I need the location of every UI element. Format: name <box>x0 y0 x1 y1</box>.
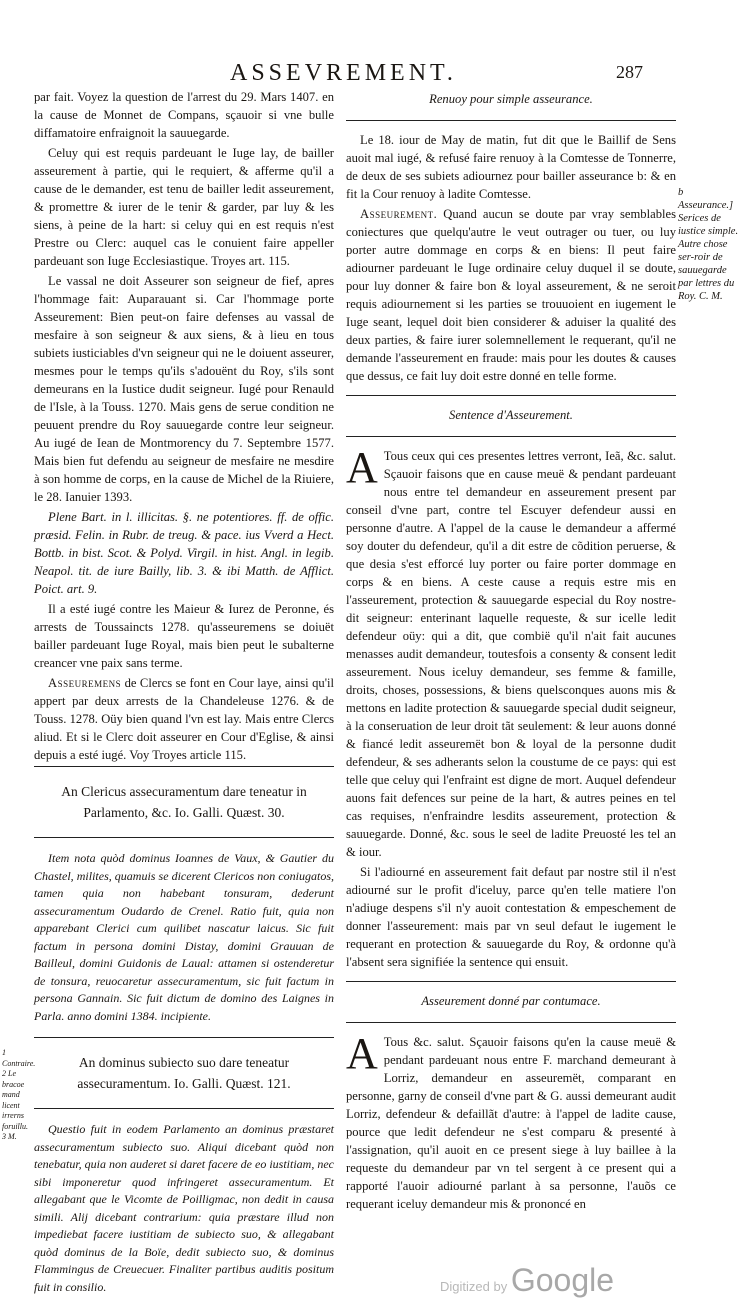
question-title-1: An Clericus assecuramentum dare teneatur in Parlamento, &c. Io. Galli. Quæst. 30. <box>61 784 307 820</box>
section-divider <box>34 766 334 767</box>
drop-cap: A <box>346 443 378 492</box>
section-divider <box>346 981 676 982</box>
right-paragraph-2 <box>346 205 676 385</box>
paragraph-body: Quand aucun se doute par vray semblables coniectures que quelqu'autre le veut outrager ou tuer, ou luy porter autre dommage en corps & en biens: Il peut faire adiourner pardeuant le Iuge ordinaire celuy duquel il se doute, pour luy donner & faire bon & loyal asseurement, & ne seroit requis adiournement si les parties se trouuoient en iugement le Iuge seant, lequel doit bien considerer & aduiser la qualité des deux parties, & faire iurer solemnellement le requerant, qu'il ne demande l'asseurement en fraude: mais pour les doutes & causes que dessus, ce fait luy doit estre donné en telle forme. <box>346 207 676 383</box>
right-paragraph-5 <box>346 1029 676 1213</box>
question-title-2: An dominus subiecto suo dare teneatur assecuramentum. Io. Galli. Quæst. 121. <box>77 1055 291 1091</box>
right-paragraph-4: Si l'adiourné en asseurement fait defaut par nostre stil il n'est adiourné sur le profit d'iceluy, parce qu'en telle matiere l'on n'adiuge despens s'il n'y auoit contestation & empeschement de donner l'asseurement: mais par vn seul defaut le iugement le requerant en protection & sauuegarde du Roy, & ordonne qu'à l'absent sera signifiée la sentence qui ensuit. <box>346 865 676 969</box>
watermark-prefix: Digitized by <box>440 1279 508 1294</box>
question-text-2: Questio fuit in eodem Parlamento an dominus præstaret assecuramentum subiecto suo. Aliqui dicebant quòd non tenebatur, quia non auderet si daret facere de eo iustitiam, nec sibi imponeretur quod infringeret assecuramentum. Et allegabant que le Vicomte de Poilligmac, non dedit in causa simili. Alij dicebant contrarium: quia præstare illud non impediebat facere iustitiam de subiecto suo, & allegabant quòd dominus de la Boïe, dedit subiecto suo, & dominus Flammingus de Creuecuer. Finaliter partibus auditis positum fuit in consilio. <box>34 1122 334 1294</box>
left-paragraph-6 <box>34 674 334 764</box>
left-column <box>34 88 334 1298</box>
margin-note-left: 1 Contraire. 2 Le bracoe mand licent irrerns foruillu. 3 M. <box>2 1048 36 1141</box>
running-head <box>0 60 750 90</box>
paragraph-body: Tous ceux qui ces presentes lettres verront, Ieã, &c. salut. Sçauoir faisons que en cause meuë & pendant pardeuant nous entre tel demandeur en asseurement present par conseil d'vne part, contre tel Escuyer defendeur aussi en personne d'autre. A l'appel de la cause le demandeur a affermé soy douter du defendeur, qu'il a dit estre de cõdition peruerse, & que desia s'est efforcé luy porter ou faire porter dommage en corps & en biens. A ceste cause a requis estre mis en l'asseurement, protection & sauuegarde especial du Roy nostre-dit seigneur: enterinant laquelle requeste, & sur icelle ledit defendeur oüy: qui a dit, que combië qu'il n'ait fait aucunes menasses audit demandeur, toutesfois a consenty & consent ledit asseurement. Nous iceluy demandeur, ses femme & famille, droits, choses, possessions, & biens quelsconques auons mis & mettons en ladite protection & sauuegarde special dudit seigneur, à la conseruation de leur droit tãt seulement: & leur auons donné & fiancé ledit asseuremët bon & loyal de la personne dudit defendeur, & ses adherants selon la coustume de ce pays: qui est telle que celuy qui l'enfraint est digne de mort. Auquel defendeur auons fait defences sur peine de la hart, & autres peines en tel cas requises, n'enfraindre lesdits asseurement, protection & sauuegarde. Donné, &c. sous le seel de ladite Preuosté les tel an & iour. <box>346 449 676 859</box>
question-text-1: Item nota quòd dominus Ioannes de Vaux, & Gautier du Chastel, milites, quamuis se dicerent Clericos non coniugatos, tamen quia non habebant tonsuram, dederunt assecuramentum Oudardo de Crenel. Ratio fuit, quia non apparebant Clerici cum quilibet nascatur laicus. Sic fuit factum in persona domini Distay, domini Grauuan de Bailleul, domini Guidonis de Laual: attamen si ostenderetur de tonsura, reuocaretur assecuramentum, sic fuit factum in persona Gannain. Sic fuit dictum de domino des Laignes in Parla. anno domini 1384. incipiente. <box>34 851 334 1023</box>
left-paragraph-3: Le vassal ne doit Asseurer son seigneur de fief, apres l'hommage fait: Auparauant si. Car l'hommage porte Asseurement: Bien peut-on faire defenses au vassal de mesfaire à son seigneur & aux siens, & à lieu en tous subiets iusticiables d'vn seigneur qui ne le doiuent asseurer, mesmes pour le temps qu'ils s'adouënt du Roy, s'ils sont demeurans en la Iustice dudit seigneur. Iugé pour Renauld de l'Isle, à la Touss. 1270. Mais gens de serue condition ne peuuent prendre du Roy sauuegarde contre leur seigneur. Au iugé de Iean de Montmorency du 7. Septembre 1577. Mais bien fut defendu au seigneur de mesfaire ne mesdire à son homme de corps, en la cause de Michel de la Riuiere, le 28. Ianuier 1393. <box>34 274 334 504</box>
digitized-watermark <box>440 1262 614 1299</box>
right-column <box>346 88 676 1215</box>
section-divider <box>346 1022 676 1023</box>
running-title: ASSEVREMENT. <box>230 60 457 86</box>
margin-note-right: b Asseurance.] Serices de iustice simple. Autre chose ser-roir de sauuegarde par lettres du Roy. C. M. <box>678 187 739 302</box>
left-citation-paragraph: Plene Bart. in l. illicitas. §. ne potentiores. ff. de offic. præsid. Felin. in Rubr. de treug. & pace. ius Vverd a Hect. Bottb. in bist. Scot. & Polyd. Virgil. in hist. Angl. in legib. Neapol. tit. de iure Bailly, lib. 3. & ibi Matth. de Afflict. Poict. art. 9. <box>34 510 334 596</box>
paragraph-lead-word: Asseurement. <box>360 207 438 221</box>
section-divider <box>346 395 676 396</box>
drop-cap: A <box>346 1029 378 1078</box>
section-divider <box>34 837 334 838</box>
left-paragraph-2: Celuy qui est requis pardeuant le Iuge lay, de bailler asseurement à partie, qui le requiert, & afferme qu'il a cause de le demander, est tenu de bailler ledit asseurement, & promettre & iurer de le tenir & garder, par luy & les siens, à peine de la hart: si celuy qui en est requis n'est Prestre ou Clerc: auquel cas le conuient faire appeller pardeuant son Iuge Ecclesiastique. Troyes art. 115. <box>34 146 334 268</box>
section-divider <box>346 120 676 121</box>
right-paragraph-1: Le 18. iour de May de matin, fut dit que le Baillif de Sens auoit mal iugé, & refusé faire renuoy à la Comtesse de Tonnerre, de deux de ses subiets adiournez pour bailler asseurance b: & en fit la Cour renuoy à ladite Comtesse. <box>346 133 676 201</box>
google-logo: Google <box>510 1262 615 1298</box>
section-heading-1: Renuoy pour simple asseurance. <box>429 92 593 106</box>
paragraph-body: Tous &c. salut. Sçauoir faisons qu'en la cause meuë & pendant pardeuant nous entre F. marchand demeurant à Lorriz, demandeur en asseuremët, comparant en personne, garny de conseil d'vne part & G. aussi demeurant audit Lorriz, defendeur & defaillãt d'autre: à l'appel de ladite cause, pource que ledit defendeur ne s'est comparu & presenté à l'assignation, qu'il auoit en ce present siege à luy baillee à la requeste du demandeur par vn tel sergent à ce present qui a rapporté l'auoir adiourné parlant à sa personne, l'auõs ce requerant iceluy demandeur mis & prononcé en <box>346 1035 676 1211</box>
section-divider <box>34 1037 334 1038</box>
section-divider <box>346 436 676 437</box>
right-paragraph-3 <box>346 443 676 861</box>
section-heading-2: Sentence d'Asseurement. <box>449 408 573 422</box>
section-heading-3: Asseurement donné par contumace. <box>421 994 601 1008</box>
page-number: 287 <box>616 62 643 82</box>
paragraph-body: de Clercs se font en Cour laye, ainsi qu'il appert par deux arrests de la Chandeleuse 1276. & de Touss. 1278. Oüy bien quand l'vn est lay. Mais entre Clercs aliud. Et si le Clerc doit asseurer en Cour d'Eglise, & ainsi depuis a esté iugé. Voy Troyes article 115. <box>34 676 334 762</box>
paragraph-lead-word: Asseuremens <box>48 676 122 690</box>
left-paragraph-5: Il a esté iugé contre les Maieur & Iurez de Peronne, és arrests de Toussaincts 1278. qu'asseuremens se doiuët bailler pardeuant Iuge Royal, mais bien peut le subalterne creancer vne paix sans terme. <box>34 602 334 670</box>
section-divider <box>34 1108 334 1109</box>
left-paragraph-1: par fait. Voyez la question de l'arrest du 29. Mars 1407. en la cause de Monnet de Compans, sçauoir si vne bulle diffamatoire enfraignoit la sauuegarde. <box>34 90 334 140</box>
